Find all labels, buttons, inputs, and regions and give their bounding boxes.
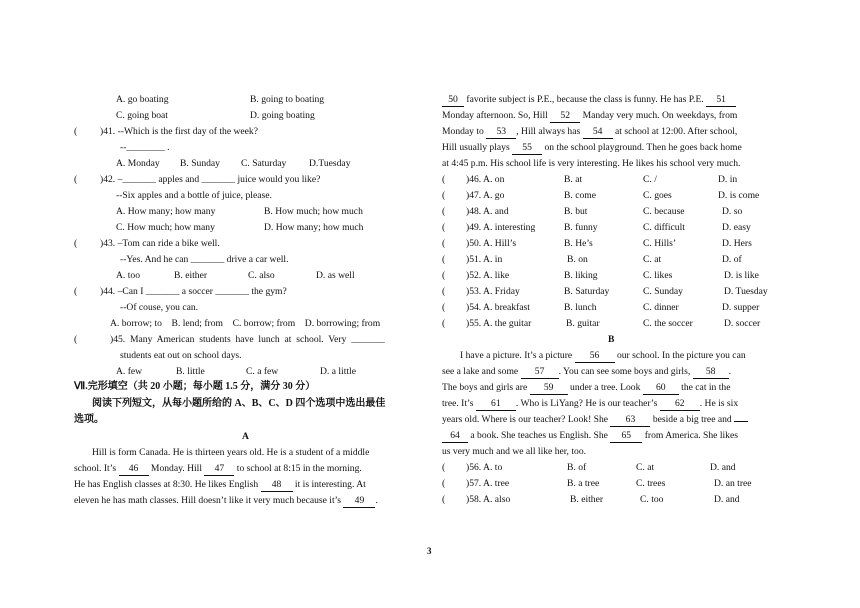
- mc-option-c: C. goes: [643, 190, 672, 201]
- passage-a-line: eleven he has math classes. Hill doesn’t like it very much because it’s 49 .: [74, 495, 378, 506]
- mc-option-d: D. soccer: [724, 318, 761, 329]
- q43-option-b: B. either: [174, 270, 208, 281]
- blank-64-start: [734, 421, 748, 422]
- q45-option-d: D. a little: [320, 366, 356, 377]
- mc-option-c: C. likes: [643, 270, 673, 281]
- mc-option-a: )55. A. the guitar: [466, 318, 532, 329]
- blank-58[interactable]: 58: [693, 366, 729, 379]
- q40-option-c: C. going boat: [116, 110, 168, 121]
- q41-option-b: B. Sunday: [180, 158, 220, 169]
- passage-b-line: I have a picture. It’s a picture 56 our school. In the picture you can: [460, 350, 746, 361]
- answer-paren: (: [442, 238, 446, 249]
- answer-paren: (: [74, 238, 78, 249]
- q45-option-a: A. few: [116, 366, 143, 377]
- answer-paren: (: [442, 270, 446, 281]
- passage-b-line: 64 a book. She teaches us English. She 65 from America. She likes: [442, 430, 738, 443]
- blank-60[interactable]: 60: [643, 382, 679, 395]
- mc-option-c: C. because: [643, 206, 685, 217]
- mc-option-b: B. at: [564, 174, 583, 185]
- q41-reply: --________ .: [120, 142, 170, 153]
- passage-b-line: see a lake and some 57 . You can see some boys and girls, 58 .: [442, 366, 732, 377]
- mc-option-a: )50. A. Hill’s: [466, 238, 517, 249]
- section-7-title: Ⅶ.完形填空（共 20 小题；每小题 1.5 分，满分 30 分）: [74, 381, 316, 392]
- answer-paren: (: [442, 190, 446, 201]
- mc-option-a: )53. A. Friday: [466, 286, 520, 297]
- q40-option-b: B. going to boating: [250, 94, 325, 105]
- mc-option-d: D. Hers: [722, 238, 752, 249]
- answer-paren: (: [442, 478, 446, 489]
- mc-option-c: C. at: [643, 254, 662, 265]
- q43-reply: --Yes. And he can _______ drive a car well.: [120, 254, 289, 265]
- mc-option-d: D. is come: [718, 190, 760, 201]
- mc-option-c: C. Sunday: [643, 286, 683, 297]
- passage-a-line: Hill usually plays 55 on the school playground. Then he goes back home: [442, 142, 742, 153]
- answer-paren: (: [442, 254, 446, 265]
- answer-paren: (: [442, 302, 446, 313]
- answer-paren: (: [74, 174, 78, 185]
- blank-59[interactable]: 59: [530, 382, 568, 395]
- mc-option-b: B. of: [567, 462, 587, 473]
- blank-49[interactable]: 49: [343, 495, 375, 508]
- mc-option-a: )58. A. also: [466, 494, 511, 505]
- mc-option-d: D. of: [722, 254, 742, 265]
- answer-paren: (: [74, 286, 78, 297]
- answer-paren: (: [442, 222, 446, 233]
- mc-option-d: D. and: [714, 494, 740, 505]
- mc-option-a: )52. A. like: [466, 270, 510, 281]
- blank-47[interactable]: 47: [204, 463, 234, 476]
- passage-a-title: A: [242, 431, 249, 442]
- q44-stem: )44. –Can I _______ a soccer _______ the gym?: [100, 286, 287, 297]
- mc-option-d: D. and: [710, 462, 736, 473]
- q43-option-c: C. also: [248, 270, 275, 281]
- blank-61[interactable]: 61: [476, 398, 516, 411]
- mc-option-c: C. difficult: [643, 222, 685, 233]
- passage-a-line: at 4:45 p.m. His school life is very interesting. He likes his school very much.: [442, 158, 741, 169]
- mc-option-c: C. dinner: [643, 302, 679, 313]
- mc-option-c: C. the soccer: [643, 318, 693, 329]
- q41-option-c: C. Saturday: [241, 158, 287, 169]
- mc-option-b: B. guitar: [566, 318, 600, 329]
- q40-option-d: D. going boating: [250, 110, 315, 121]
- blank-57[interactable]: 57: [521, 366, 559, 379]
- mc-option-b: B. come: [564, 190, 596, 201]
- q42-option-a: A. How many; how many: [116, 206, 216, 217]
- q42-option-b: B. How much; how much: [264, 206, 363, 217]
- blank-64[interactable]: 64: [442, 430, 468, 443]
- mc-option-a: )49. A. interesting: [466, 222, 536, 233]
- q43-option-a: A. too: [116, 270, 140, 281]
- mc-option-a: )54. A. breakfast: [466, 302, 530, 313]
- mc-option-d: D. easy: [722, 222, 751, 233]
- blank-62[interactable]: 62: [660, 398, 700, 411]
- mc-option-d: D. so: [722, 206, 743, 217]
- mc-option-a: )48. A. and: [466, 206, 509, 217]
- passage-a-line: school. It’s 46 Monday. Hill 47 to school at 8:15 in the morning.: [74, 463, 362, 474]
- blank-51[interactable]: 51: [706, 94, 736, 107]
- passage-b-line: tree. It’s 61 . Who is LiYang? He is our teacher’s 62 . He is six: [442, 398, 739, 409]
- mc-option-d: D. Tuesday: [724, 286, 768, 297]
- mc-option-b: B. on: [567, 254, 588, 265]
- mc-option-a: )51. A. in: [466, 254, 503, 265]
- answer-paren: (: [74, 334, 78, 345]
- answer-paren: (: [442, 286, 446, 297]
- blank-50[interactable]: 50: [442, 94, 464, 107]
- mc-option-a: )46. A. on: [466, 174, 505, 185]
- mc-option-b: B. He’s: [564, 238, 593, 249]
- q42-option-c: C. How much; how many: [116, 222, 215, 233]
- mc-option-d: D. in: [718, 174, 738, 185]
- section-7-instructions: 阅读下列短文，从每小题所给的 A、B、C、D 四个选项中选出最佳: [92, 398, 386, 409]
- q42-stem: )42. –_______ apples and _______ juice would you like?: [100, 174, 321, 185]
- passage-a-line: Monday to 53 , Hill always has 54 at school at 12:00. After school,: [442, 126, 738, 137]
- mc-option-b: B. a tree: [567, 478, 600, 489]
- passage-a-line: Monday afternoon. So, Hill 52 Manday very much. On weekdays, from: [442, 110, 738, 121]
- passage-b-line: us very much and we all like her, too.: [442, 446, 587, 457]
- passage-b-line: The boys and girls are 59 under a tree. Look 60 the cat in the: [442, 382, 731, 393]
- mc-option-c: C. at: [636, 462, 655, 473]
- blank-55[interactable]: 55: [512, 142, 542, 155]
- blank-65[interactable]: 65: [610, 430, 642, 443]
- mc-option-b: B. either: [570, 494, 604, 505]
- answer-paren: (: [442, 494, 446, 505]
- page-number: 3: [427, 546, 432, 556]
- passage-b-title: B: [608, 334, 615, 345]
- answer-paren: (: [442, 462, 446, 473]
- q45-stem-cont: students eat out on school days.: [120, 350, 242, 361]
- passage-a-line: He has English classes at 8:30. He likes English 48 it is interesting. At: [74, 479, 366, 490]
- mc-option-c: C. too: [640, 494, 664, 505]
- blank-63[interactable]: 63: [610, 414, 650, 427]
- q45-option-b: B. little: [176, 366, 205, 377]
- q42-reply: --Six apples and a bottle of juice, please.: [116, 190, 272, 201]
- q44-reply: --Of couse, you can.: [120, 302, 199, 313]
- q41-option-a: A. Monday: [116, 158, 160, 169]
- mc-option-d: D. is like: [724, 270, 759, 281]
- answer-paren: (: [442, 318, 446, 329]
- mc-option-b: B. Saturday: [564, 286, 610, 297]
- mc-option-d: D. supper: [722, 302, 760, 313]
- q43-stem: )43. –Tom can ride a bike well.: [100, 238, 220, 249]
- q45-stem: )45. Many American students have lunch at school. Very _______: [110, 334, 385, 345]
- mc-option-b: B. lunch: [564, 302, 597, 313]
- q41-stem: )41. --Which is the first day of the week?: [100, 126, 258, 137]
- answer-paren: (: [442, 174, 446, 185]
- passage-a-line: 50 favorite subject is P.E., because the class is funny. He has P.E. 51: [442, 94, 736, 107]
- blank-56[interactable]: 56: [575, 350, 615, 363]
- mc-option-c: C. Hills’: [643, 238, 677, 249]
- blank-48[interactable]: 48: [261, 479, 293, 492]
- mc-option-b: B. funny: [564, 222, 598, 233]
- q41-option-d: D.Tuesday: [309, 158, 351, 169]
- blank-53[interactable]: 53: [486, 126, 516, 139]
- mc-option-b: B. liking: [564, 270, 598, 281]
- mc-option-a: )47. A. go: [466, 190, 505, 201]
- answer-paren: (: [74, 126, 78, 137]
- passage-a-line: Hill is form Canada. He is thirteen years old. He is a student of a middle: [92, 447, 370, 458]
- blank-46[interactable]: 46: [119, 463, 149, 476]
- mc-option-b: B. but: [564, 206, 588, 217]
- q43-option-d: D. as well: [316, 270, 355, 281]
- mc-option-c: C. trees: [636, 478, 666, 489]
- blank-54[interactable]: 54: [583, 126, 613, 139]
- q42-option-d: D. How many; how much: [264, 222, 364, 233]
- mc-option-d: D. an tree: [714, 478, 752, 489]
- mc-option-c: C. /: [643, 174, 657, 185]
- mc-option-a: )57. A. tree: [466, 478, 510, 489]
- q40-option-a: A. go boating: [116, 94, 169, 105]
- mc-option-a: )56. A. to: [466, 462, 503, 473]
- passage-b-line: years old. Where is our teacher? Look! She 63 beside a big tree and: [442, 414, 748, 427]
- section-7-instructions-cont: 选项。: [74, 414, 104, 425]
- blank-52[interactable]: 52: [550, 110, 580, 123]
- answer-paren: (: [442, 206, 446, 217]
- q45-option-c: C. a few: [246, 366, 279, 377]
- q44-options: A. borrow; to B. lend; from C. borrow; from D. borrowing; from: [110, 318, 381, 329]
